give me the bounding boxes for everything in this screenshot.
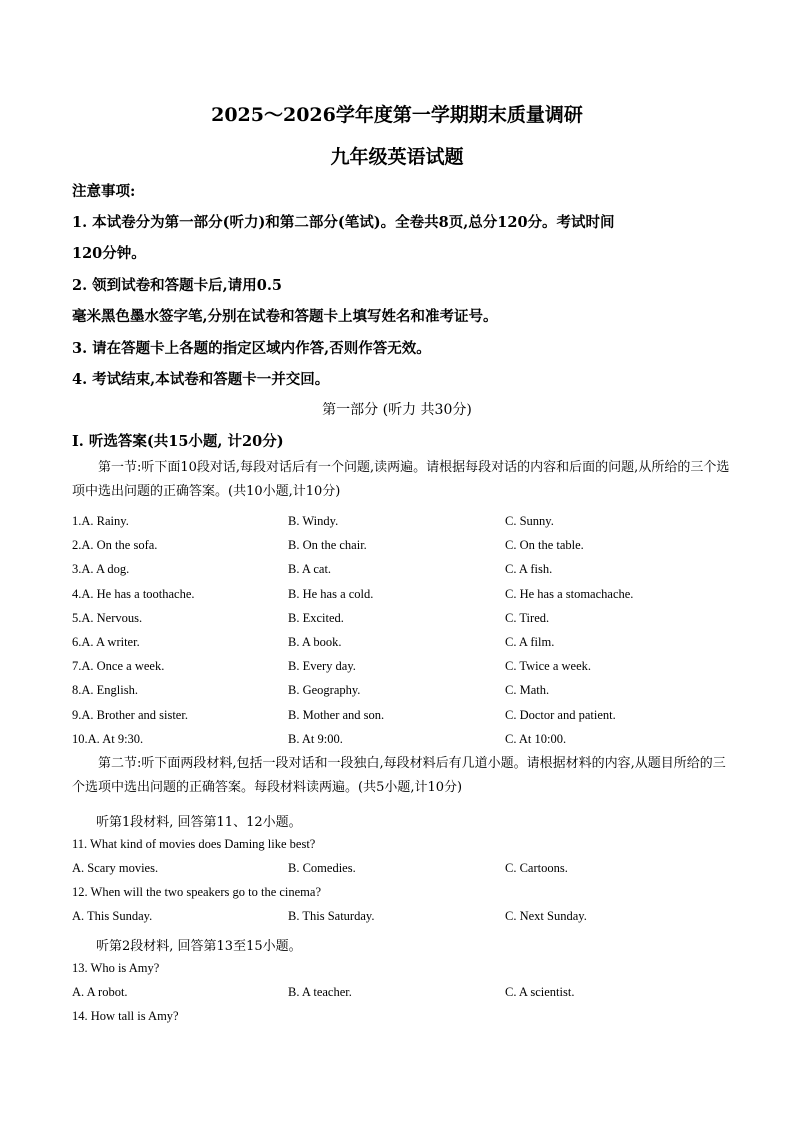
q5-option-c: C. Tired. [505, 610, 550, 625]
question-11: 11. What kind of movies does Daming like best? [72, 837, 316, 851]
q1-option-a: 1.A. Rainy. [72, 514, 129, 528]
instruction-2 [72, 752, 732, 800]
instruction-1 [72, 456, 732, 504]
q5-option-b: B. Excited. [288, 610, 344, 625]
q3-option-c: C. A fish. [505, 562, 553, 577]
note-1-line-1: 1. 本试卷分为第一部分(听力)和第二部分(笔试)。全卷共8页,总分120分。考试时间 [72, 214, 615, 231]
q12-option-b: B. This Saturday. [288, 909, 375, 923]
q9-option-c: C. Doctor and patient. [505, 707, 616, 722]
q6-option-a: 6.A. A writer. [72, 635, 140, 649]
q4-option-b: B. He has a cold. [288, 586, 374, 601]
part-1-title: 第一部分 (听力 共30分) [322, 402, 472, 418]
material-1-note: 听第1段材料, 回答第11、12小题。 [96, 815, 302, 830]
q11-option-b: B. Comedies. [288, 861, 356, 875]
note-1-line-2: 120分钟。 [72, 245, 146, 262]
note-4: 4. 考试结束,本试卷和答题卡一并交回。 [72, 371, 330, 388]
question-13: 13. Who is Amy? [72, 961, 160, 975]
q1-option-b: B. Windy. [288, 514, 339, 528]
q6-option-b: B. A book. [288, 635, 342, 649]
q5-option-a: 5.A. Nervous. [72, 610, 143, 625]
q8-option-b: B. Geography. [288, 683, 361, 698]
q12-option-c: C. Next Sunday. [505, 909, 587, 923]
q4-option-c: C. He has a stomachache. [505, 586, 634, 601]
q2-option-b: B. On the chair. [288, 538, 367, 553]
q4-option-a: 4.A. He has a toothache. [72, 586, 195, 601]
q3-option-a: 3.A. A dog. [72, 562, 130, 577]
note-2-line-1: 2. 领到试卷和答题卡后,请用0.5 [72, 277, 282, 294]
exam-title: 2025～2026学年度第一学期期末质量调研 [211, 104, 583, 126]
exam-subtitle: 九年级英语试题 [330, 146, 464, 168]
q9-option-b: B. Mother and son. [288, 707, 385, 722]
note-3: 3. 请在答题卡上各题的指定区域内作答,否则作答无效。 [72, 340, 431, 357]
q10-option-b: B. At 9:00. [288, 731, 343, 746]
q13-option-a: A. A robot. [72, 985, 128, 999]
q2-option-a: 2.A. On the sofa. [72, 538, 158, 553]
q10-option-a: 10.A. At 9:30. [72, 731, 144, 746]
notes-heading: 注意事项: [72, 183, 136, 200]
q11-option-a: A. Scary movies. [72, 861, 159, 875]
q7-option-b: B. Every day. [288, 659, 356, 674]
q9-option-a: 9.A. Brother and sister. [72, 707, 188, 722]
q7-option-a: 7.A. Once a week. [72, 659, 165, 674]
section-1-heading: Ⅰ. 听选答案(共15小题, 计20分) [72, 433, 284, 450]
q10-option-c: C. At 10:00. [505, 731, 567, 746]
material-2-note: 听第2段材料, 回答第13至15小题。 [96, 939, 302, 954]
q7-option-c: C. Twice a week. [505, 659, 592, 674]
q13-option-c: C. A scientist. [505, 985, 575, 999]
q13-option-b: B. A teacher. [288, 985, 352, 999]
q12-option-a: A. This Sunday. [72, 909, 153, 923]
q6-option-c: C. A film. [505, 635, 555, 649]
q2-option-c: C. On the table. [505, 538, 584, 553]
q3-option-b: B. A cat. [288, 562, 332, 577]
question-14: 14. How tall is Amy? [72, 1009, 179, 1023]
note-2-line-2: 毫米黑色墨水签字笔,分别在试卷和答题卡上填写姓名和准考证号。 [72, 308, 498, 325]
question-12: 12. When will the two speakers go to the cinema? [72, 885, 322, 899]
q1-option-c: C. Sunny. [505, 514, 554, 528]
q11-option-c: C. Cartoons. [505, 861, 568, 875]
instruction-1-text: 第一节:听下面10段对话,每段对话后有一个问题,读两遍。请根据每段对话的内容和后面的问题,从所给的三个选项中选出问题的正确答案。(共10小题,计10分) [72, 460, 730, 499]
instruction-2-text: 第二节:听下面两段材料,包括一段对话和一段独白,每段材料后有几道小题。请根据材料的内容,从题目所给的三个选项中选出问题的正确答案。每段材料读两遍。(共5小题,计10分) [72, 756, 726, 795]
q8-option-a: 8.A. English. [72, 683, 138, 698]
q8-option-c: C. Math. [505, 683, 550, 698]
